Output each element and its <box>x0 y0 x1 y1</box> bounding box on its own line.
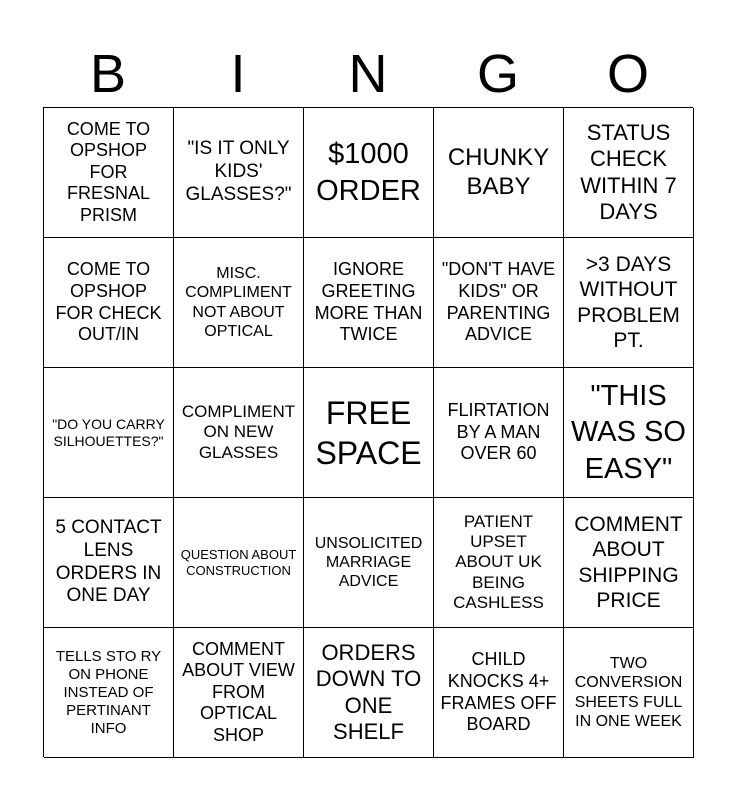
bingo-cell-r1-c2[interactable]: "IS IT ONLY KIDS' GLASSES?" <box>174 108 304 238</box>
bingo-cell-r4-c4[interactable]: PATIENT UPSET ABOUT UK BEING CASHLESS <box>434 498 564 628</box>
bingo-cell-r3-c4[interactable]: FLIRTATION BY A MAN OVER 60 <box>434 368 564 498</box>
bingo-cell-r1-c1[interactable]: COME TO OPSHOP FOR FRESNAL PRISM <box>44 108 174 238</box>
bingo-cell-r2-c1[interactable]: COME TO OPSHOP FOR CHECK OUT/IN <box>44 238 174 368</box>
bingo-cell-r2-c5[interactable]: >3 DAYS WITHOUT PROBLEM PT. <box>564 238 694 368</box>
bingo-cell-r4-c5[interactable]: COMMENT ABOUT SHIPPING PRICE <box>564 498 694 628</box>
bingo-cell-r5-c1[interactable]: TELLS STO RY ON PHONE INSTEAD OF PERTINANT INFO <box>44 628 174 758</box>
bingo-cell-r5-c5[interactable]: TWO CONVERSION SHEETS FULL IN ONE WEEK <box>564 628 694 758</box>
header-letter-i: I <box>230 44 246 104</box>
bingo-board <box>43 107 693 757</box>
bingo-cell-r2-c4[interactable]: "DON'T HAVE KIDS" OR PARENTING ADVICE <box>434 238 564 368</box>
bingo-cell-r4-c1[interactable]: 5 CONTACT LENS ORDERS IN ONE DAY <box>44 498 174 628</box>
bingo-cell-r5-c3[interactable]: ORDERS DOWN TO ONE SHELF <box>304 628 434 758</box>
header-letter-n: N <box>348 44 388 104</box>
bingo-cell-r2-c3[interactable]: IGNORE GREETING MORE THAN TWICE <box>304 238 434 368</box>
bingo-cell-r4-c2[interactable]: QUESTION ABOUT CONSTRUCTION <box>174 498 304 628</box>
bingo-cell-r4-c3[interactable]: UNSOLICITED MARRIAGE ADVICE <box>304 498 434 628</box>
header-letter-g: G <box>476 44 519 104</box>
bingo-cell-r5-c2[interactable]: COMMENT ABOUT VIEW FROM OPTICAL SHOP <box>174 628 304 758</box>
header-letter-o: O <box>606 44 649 104</box>
bingo-cell-r3-c2[interactable]: COMPLIMENT ON NEW GLASSES <box>174 368 304 498</box>
header-letter-b: B <box>89 44 127 104</box>
bingo-cell-r1-c4[interactable]: CHUNKY BABY <box>434 108 564 238</box>
bingo-cell-r3-c3[interactable]: FREE SPACE <box>304 368 434 498</box>
bingo-cell-r3-c5[interactable]: "THIS WAS SO EASY" <box>564 368 694 498</box>
bingo-cell-r1-c3[interactable]: $1000 ORDER <box>304 108 434 238</box>
bingo-header <box>43 40 693 108</box>
bingo-cell-r3-c1[interactable]: "DO YOU CARRY SILHOUETTES?" <box>44 368 174 498</box>
bingo-cell-r5-c4[interactable]: CHILD KNOCKS 4+ FRAMES OFF BOARD <box>434 628 564 758</box>
bingo-cell-r2-c2[interactable]: MISC. COMPLIMENT NOT ABOUT OPTICAL <box>174 238 304 368</box>
bingo-cell-r1-c5[interactable]: STATUS CHECK WITHIN 7 DAYS <box>564 108 694 238</box>
